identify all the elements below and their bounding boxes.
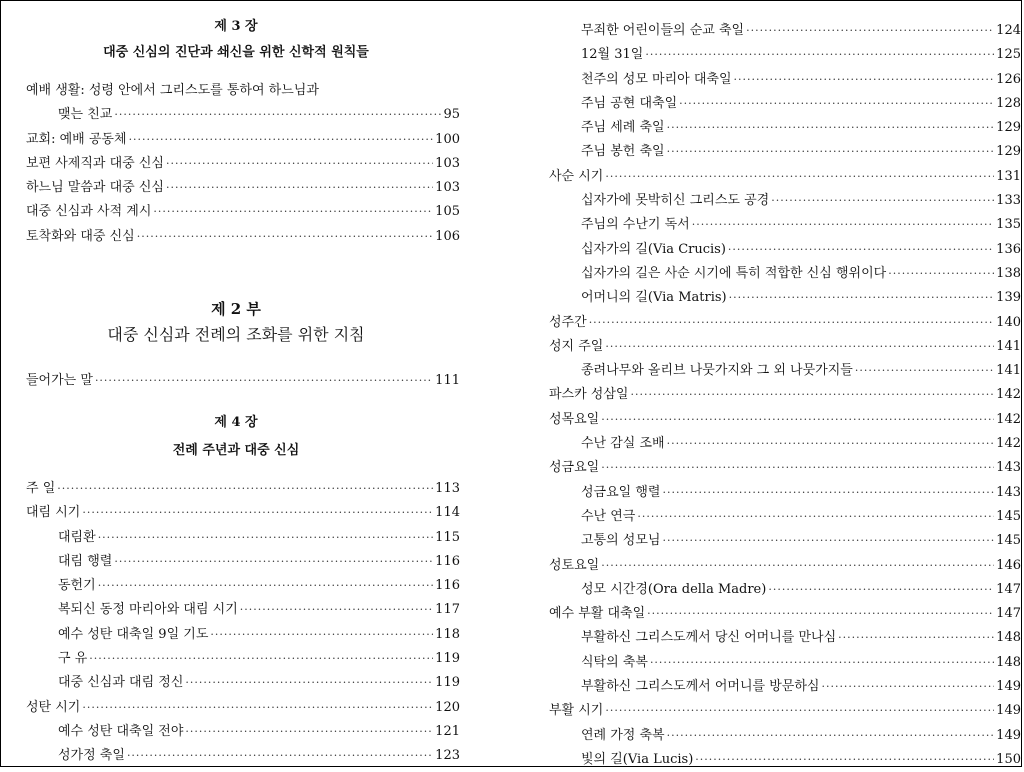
dot-leader: [650, 651, 994, 675]
toc-page-number: 111: [435, 373, 460, 388]
toc-page-number: 119: [435, 651, 460, 667]
toc-label: 대림 행렬: [58, 553, 113, 569]
toc-entry[interactable]: [549, 286, 1021, 310]
toc-label: 성주간: [549, 314, 587, 330]
toc-page-number: 103: [435, 155, 460, 171]
toc-page-number: 95: [443, 107, 460, 123]
toc-page-number: 129: [996, 120, 1021, 136]
dot-leader: [114, 550, 433, 574]
toc-page-number: 119: [435, 675, 460, 691]
dot-leader: [695, 748, 994, 772]
toc-label: 복되신 동정 마리아와 대림 시기: [58, 602, 238, 618]
dot-leader: [129, 128, 434, 152]
toc-label: 성가정 축일: [58, 748, 125, 764]
toc-page-number: 124: [996, 23, 1021, 38]
toc-entry[interactable]: [26, 526, 460, 550]
toc-page-number: 113: [435, 481, 460, 496]
toc-label: 보편 사제직과 대중 신심: [26, 155, 164, 171]
toc-label: 종려나무와 올리브 나뭇가지와 그 외 나뭇가지들: [581, 363, 853, 379]
toc-label: 주님의 수난기 독서: [581, 217, 690, 233]
toc-page-number: 148: [996, 654, 1021, 670]
chapter3-toc: [26, 79, 460, 249]
toc-label: 십자가의 길은 사순 시기에 특히 적합한 신심 행위이다: [581, 265, 887, 281]
toc-label: 대림환: [58, 529, 96, 545]
toc-page-number: 142: [996, 387, 1021, 403]
toc-entry[interactable]: [549, 748, 1021, 772]
toc-label: 식탁의 축복: [581, 654, 648, 670]
toc-label: 구 유: [58, 651, 88, 667]
dot-leader: [821, 675, 994, 699]
toc-entry[interactable]: [26, 696, 460, 720]
dot-leader: [771, 189, 994, 213]
dot-leader: [734, 68, 995, 92]
toc-label: 들어가는 말: [26, 373, 93, 388]
toc-page-number: 148: [996, 630, 1021, 646]
dot-leader: [95, 369, 433, 393]
toc-label: 부활하신 그리스도께서 어머니를 방문하심: [581, 679, 820, 695]
dot-leader: [153, 200, 433, 224]
dot-leader: [888, 262, 994, 286]
toc-entry[interactable]: [549, 456, 1021, 480]
toc-entry[interactable]: [26, 647, 460, 671]
toc-entry[interactable]: [549, 481, 1021, 505]
dot-leader: [98, 526, 433, 550]
dot-leader: [89, 647, 433, 671]
toc-label: 토착화와 대중 신심: [26, 228, 135, 244]
toc-page-number: 142: [996, 411, 1021, 427]
toc-entry[interactable]: [549, 359, 1021, 383]
dot-leader: [114, 103, 441, 127]
toc-page-number: 143: [996, 460, 1021, 476]
dot-leader: [605, 165, 994, 189]
toc-label: 교회: 예배 공동체: [26, 131, 127, 147]
dot-leader: [692, 213, 994, 237]
dot-leader: [601, 554, 994, 578]
toc-entry[interactable]: [26, 477, 460, 501]
chapter3-title: 대중 신심의 진단과 쇄신을 위한 신학적 원칙들: [103, 45, 369, 60]
dot-leader: [667, 724, 995, 748]
left-page: [1, 1, 471, 768]
toc-page-number: 138: [996, 265, 1021, 281]
toc-entry[interactable]: [549, 19, 1021, 43]
toc-label: 성지 주일: [549, 338, 604, 354]
toc-page-number: 116: [435, 578, 460, 594]
dot-leader: [210, 623, 433, 647]
toc-entry[interactable]: [26, 152, 460, 176]
dot-leader: [728, 238, 994, 262]
dot-leader: [667, 116, 995, 140]
toc-label: 예수 성탄 대축일 전야: [58, 723, 184, 739]
toc-label: 맺는 친교: [58, 107, 113, 123]
dot-leader: [662, 481, 994, 505]
toc-entry[interactable]: [26, 623, 460, 647]
toc-entry[interactable]: [549, 505, 1021, 529]
part2-title: 대중 신심과 전례의 조화를 위한 지침: [107, 325, 365, 344]
toc-page-number: 125: [996, 47, 1021, 63]
toc-page-number: 123: [435, 748, 460, 764]
toc-entry[interactable]: [549, 675, 1021, 699]
toc-entry[interactable]: [549, 626, 1021, 650]
toc-page-number: 117: [435, 602, 460, 618]
right-page: [541, 1, 1024, 768]
toc-page-number: 129: [996, 144, 1021, 160]
toc-entry[interactable]: [549, 383, 1021, 407]
chapter4-title: 전례 주년과 대중 신심: [172, 443, 300, 458]
toc-entry[interactable]: [549, 724, 1021, 748]
chapter4-toc: [26, 477, 460, 769]
right-toc: [549, 19, 1021, 772]
toc-entry[interactable]: [26, 225, 460, 249]
toc-label: 십자가에 못박히신 그리스도 공경: [581, 193, 770, 209]
toc-label: 주님 봉헌 축일: [581, 144, 665, 160]
toc-page-number: 150: [996, 751, 1021, 767]
toc-label: 예수 부활 대축일: [549, 606, 646, 622]
toc-entry-intro[interactable]: [26, 369, 460, 393]
toc-entry[interactable]: [26, 128, 460, 152]
toc-label: 12월 31일: [581, 47, 644, 63]
toc-label: 예수 성탄 대축일 9일 기도: [58, 626, 209, 642]
dot-leader: [662, 529, 994, 553]
toc-page-number: 145: [996, 533, 1021, 549]
toc-label: 주님 세례 축일: [581, 120, 665, 136]
dot-leader: [729, 286, 995, 310]
dot-leader: [137, 225, 433, 249]
dot-leader: [82, 501, 433, 525]
dot-leader: [637, 505, 994, 529]
toc-entry[interactable]: [549, 602, 1021, 626]
toc-entry[interactable]: [26, 176, 460, 200]
dot-leader: [601, 456, 994, 480]
toc-label: 수난 연극: [581, 508, 636, 524]
toc-entry[interactable]: [549, 335, 1021, 359]
toc-entry[interactable]: [549, 262, 1021, 286]
toc-page-number: 142: [996, 436, 1021, 452]
toc-page-number: 141: [996, 338, 1021, 354]
toc-label: 고통의 성모님: [581, 533, 661, 549]
toc-page-number: 147: [996, 581, 1021, 597]
dot-leader: [768, 578, 994, 602]
dot-leader: [98, 574, 433, 598]
toc-page-number: 139: [996, 290, 1021, 306]
toc-entry[interactable]: [549, 68, 1021, 92]
dot-leader: [82, 696, 433, 720]
dot-leader: [855, 359, 994, 383]
toc-entry-worship[interactable]: [26, 103, 460, 127]
toc-entry[interactable]: [549, 578, 1021, 602]
toc-entry[interactable]: [26, 501, 460, 525]
toc-entry[interactable]: [549, 165, 1021, 189]
toc-label: 동헌기: [58, 578, 96, 594]
toc-label: 성탄 시기: [26, 699, 81, 715]
toc-label: 성목요일: [549, 411, 600, 427]
chapter4-number: 제 4 장: [214, 415, 258, 430]
toc-entry[interactable]: [26, 671, 460, 695]
toc-page-number: 136: [996, 241, 1021, 257]
part2-number: 제 2 부: [211, 300, 261, 318]
toc-page-number: 128: [996, 95, 1021, 111]
dot-leader: [630, 383, 994, 407]
toc-label: 수난 감실 조배: [581, 436, 665, 452]
toc-page-number: 143: [996, 484, 1021, 500]
toc-page-number: 115: [435, 529, 460, 545]
toc-label: 하느님 말씀과 대중 신심: [26, 180, 164, 196]
toc-page-number: 120: [435, 699, 460, 715]
toc-entry[interactable]: [549, 529, 1021, 553]
dot-leader: [605, 699, 994, 723]
toc-entry[interactable]: [549, 311, 1021, 335]
dot-leader: [589, 311, 994, 335]
toc-entry[interactable]: [549, 651, 1021, 675]
toc-entry[interactable]: [26, 550, 460, 574]
toc-label: 대중 신심과 사적 계시: [26, 204, 152, 220]
toc-page-number: 126: [996, 71, 1021, 87]
toc-page-number: 135: [996, 217, 1021, 233]
dot-leader: [166, 176, 433, 200]
toc-page-number: 149: [996, 703, 1021, 719]
toc-label: 대중 신심과 대림 정신: [58, 675, 184, 691]
toc-entry[interactable]: [549, 43, 1021, 67]
dot-leader: [57, 477, 433, 501]
toc-label: 사순 시기: [549, 168, 604, 184]
toc-entry[interactable]: [549, 92, 1021, 116]
toc-page-number: 116: [435, 553, 460, 569]
toc-page-number: 149: [996, 727, 1021, 743]
toc-label: 파스카 성삼일: [549, 387, 629, 403]
dot-leader: [127, 744, 433, 768]
toc-page-number: 105: [435, 204, 460, 220]
toc-label: 빛의 길(Via Lucis): [581, 751, 694, 767]
toc-entry-worship-line1: 예배 생활: 성령 안에서 그리스도를 통하여 하느님과: [26, 83, 319, 98]
toc-label: 부활하신 그리스도께서 당신 어머니를 만나심: [581, 630, 837, 646]
toc-page-number: 106: [435, 228, 460, 244]
toc-label: 어머니의 길(Via Matris): [581, 290, 727, 306]
toc-entry[interactable]: [26, 200, 460, 224]
dot-leader: [667, 140, 995, 164]
toc-label: 주님 공현 대축일: [581, 95, 678, 111]
toc-page-number: 147: [996, 606, 1021, 622]
toc-label: 대림 시기: [26, 505, 81, 521]
toc-entry[interactable]: [26, 574, 460, 598]
toc-page-number: 145: [996, 508, 1021, 524]
toc-entry[interactable]: [549, 699, 1021, 723]
toc-entry[interactable]: [549, 432, 1021, 456]
toc-page-number: 100: [435, 131, 460, 147]
toc-page-number: 131: [996, 168, 1021, 184]
toc-entry[interactable]: [549, 238, 1021, 262]
toc-label: 성모 시간경(Ora della Madre): [581, 581, 767, 597]
toc-page-number: 114: [435, 505, 460, 521]
toc-entry[interactable]: [26, 744, 460, 768]
dot-leader: [667, 432, 995, 456]
dot-leader: [645, 43, 994, 67]
dot-leader: [240, 598, 433, 622]
intro-toc: [26, 369, 460, 393]
toc-entry[interactable]: [549, 116, 1021, 140]
dot-leader: [601, 408, 994, 432]
chapter3-number: 제 3 장: [214, 19, 258, 34]
toc-label: 십자가의 길(Via Crucis): [581, 241, 726, 257]
toc-entry[interactable]: [549, 213, 1021, 237]
toc-page-number: 146: [996, 557, 1021, 573]
toc-label: 성토요일: [549, 557, 600, 573]
dot-leader: [605, 335, 994, 359]
toc-entry[interactable]: [549, 408, 1021, 432]
toc-label: 주 일: [26, 481, 56, 496]
toc-entry[interactable]: [26, 720, 460, 744]
toc-entry[interactable]: [549, 554, 1021, 578]
dot-leader: [746, 19, 994, 43]
toc-page-number: 118: [435, 626, 460, 642]
toc-page-number: 133: [996, 193, 1021, 209]
toc-label: 연례 가정 축복: [581, 727, 665, 743]
toc-page-number: 103: [435, 180, 460, 196]
toc-label: 무죄한 어린이들의 순교 축일: [581, 23, 745, 38]
dot-leader: [185, 720, 433, 744]
dot-leader: [647, 602, 994, 626]
dot-leader: [679, 92, 994, 116]
toc-page-number: 140: [996, 314, 1021, 330]
toc-label: 부활 시기: [549, 703, 604, 719]
toc-entry[interactable]: [26, 598, 460, 622]
dot-leader: [185, 671, 433, 695]
toc-entry[interactable]: [549, 140, 1021, 164]
toc-entry[interactable]: [549, 189, 1021, 213]
dot-leader: [838, 626, 994, 650]
toc-label: 성금요일: [549, 460, 600, 476]
toc-page-number: 141: [996, 363, 1021, 379]
toc-label: 천주의 성모 마리아 대축일: [581, 71, 732, 87]
toc-page-number: 121: [435, 723, 460, 739]
dot-leader: [166, 152, 433, 176]
toc-label: 성금요일 행렬: [581, 484, 661, 500]
toc-page-number: 149: [996, 679, 1021, 695]
